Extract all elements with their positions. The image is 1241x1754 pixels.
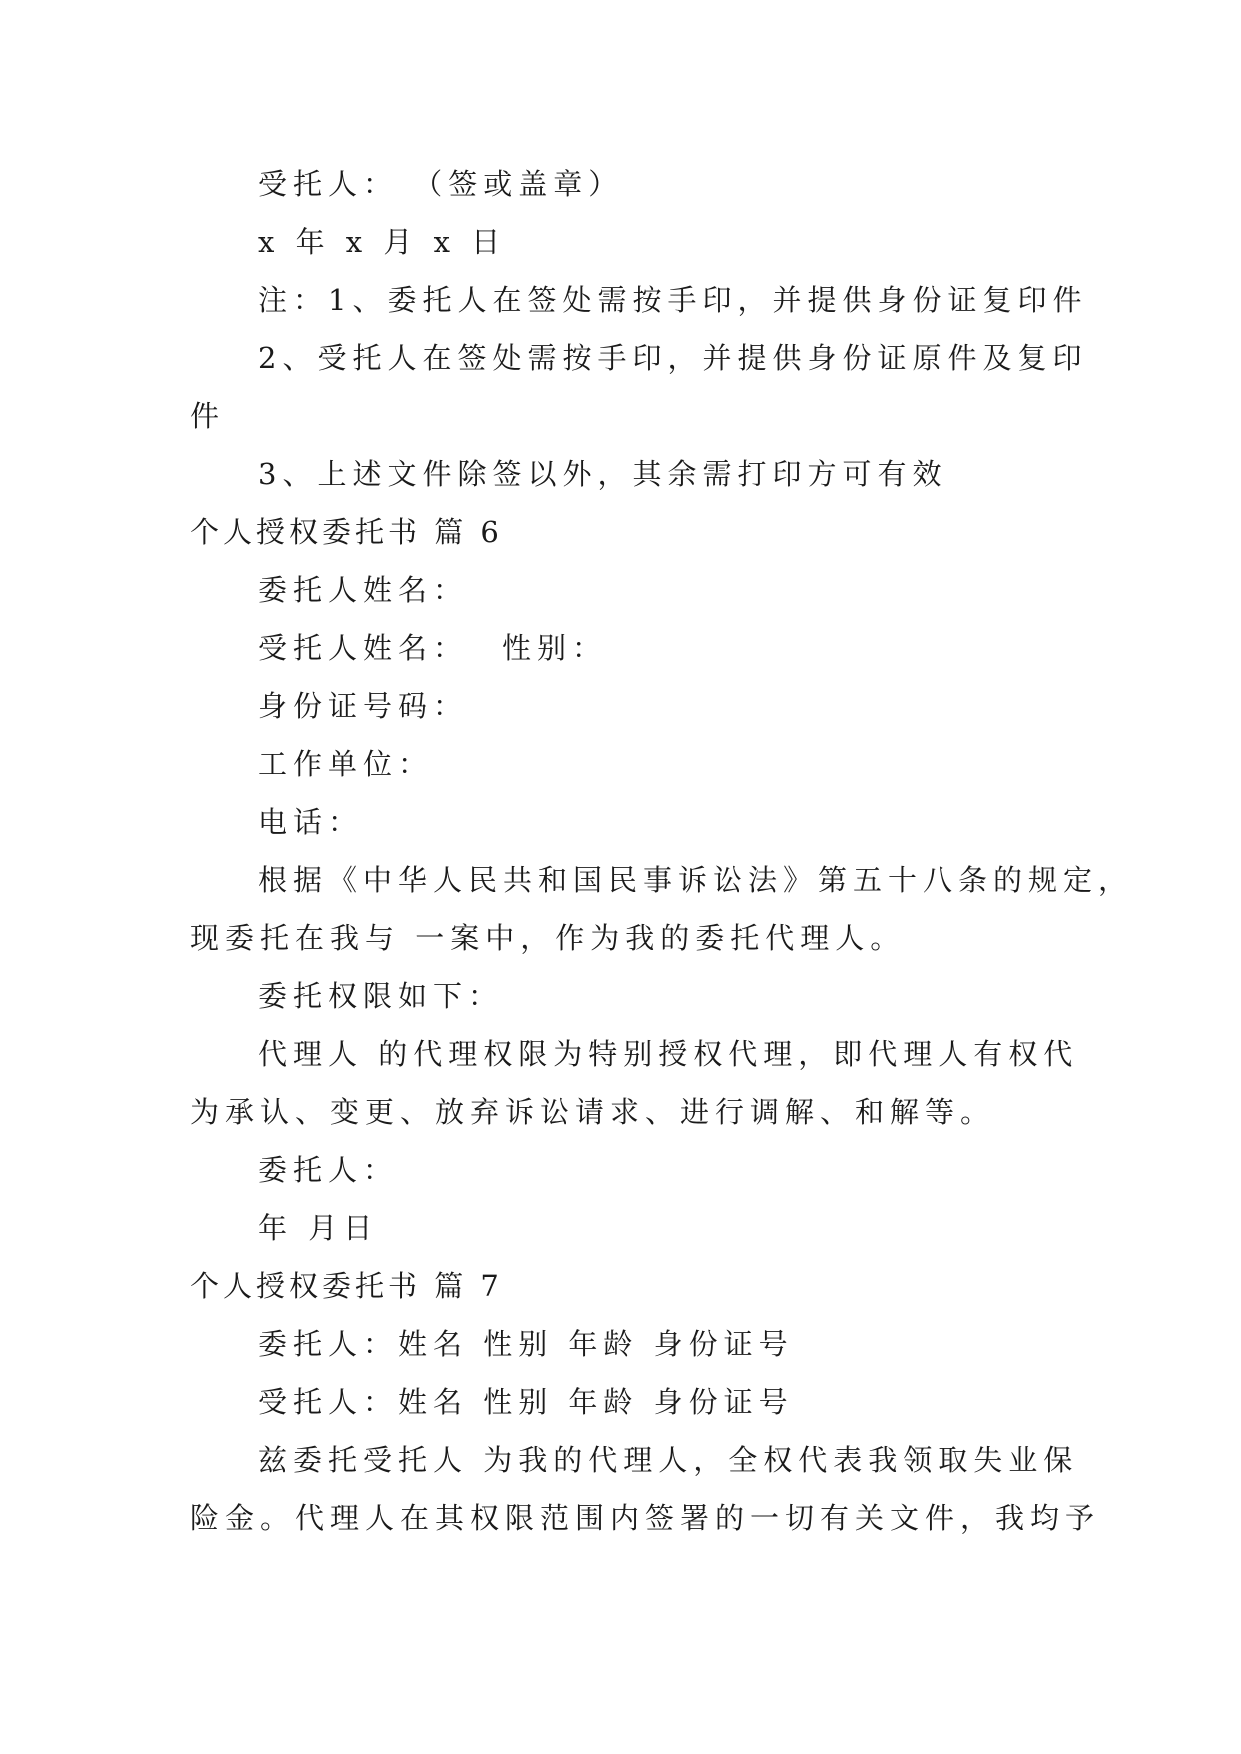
authority-scope-paragraph: 代理人 的代理权限为特别授权代理，即代理人有权代 [258,1037,1079,1071]
section-heading-7: 个人授权委托书 篇 7 [190,1269,503,1303]
authority-scope-paragraph-continued: 为承认、变更、放弃诉讼请求、进行调解、和解等。 [190,1095,996,1129]
principal-signature-line: 委托人： [258,1153,399,1187]
note-item-2: 2、受托人在签处需按手印，并提供身份证原件及复印 [258,341,1088,375]
authority-scope-heading: 委托权限如下： [258,979,504,1013]
trustee-name-label: 受托人姓名： [258,631,469,665]
note-item-2-continued: 件 [190,399,226,433]
delegation-paragraph: 兹委托受托人 为我的代理人，全权代表我领取失业保 [258,1443,1079,1477]
delegation-paragraph-continued: 险金。代理人在其权限范围内签署的一切有关文件，我均予 [190,1501,1101,1535]
work-unit-field: 工作单位： [258,747,434,781]
trustee-name-gender-row [258,630,607,666]
gender-label: 性别： [502,631,608,665]
phone-field: 电话： [258,805,364,839]
date-blank-line: 年 月日 [258,1211,379,1245]
principal-name-field: 委托人姓名： [258,573,469,607]
date-line: x 年 x 月 x 日 [258,225,507,259]
trustee-signature-line: 受托人： （签或盖章） [258,167,624,201]
principal-info-line: 委托人：姓名 性别 年龄 身份证号 [258,1327,794,1361]
section-heading-6: 个人授权委托书 篇 6 [190,515,503,549]
legal-basis-paragraph: 根据《中华人民共和国民事诉讼法》第五十八条的规定， [258,863,1134,897]
trustee-info-line: 受托人：姓名 性别 年龄 身份证号 [258,1385,794,1419]
note-item-1: 注：1、委托人在签处需按手印，并提供身份证复印件 [258,283,1088,317]
legal-basis-paragraph-continued: 现委托在我与 一案中，作为我的委托代理人。 [190,921,906,955]
note-item-3: 3、上述文件除签以外，其余需打印方可有效 [258,457,948,491]
id-number-field: 身份证号码： [258,689,469,723]
